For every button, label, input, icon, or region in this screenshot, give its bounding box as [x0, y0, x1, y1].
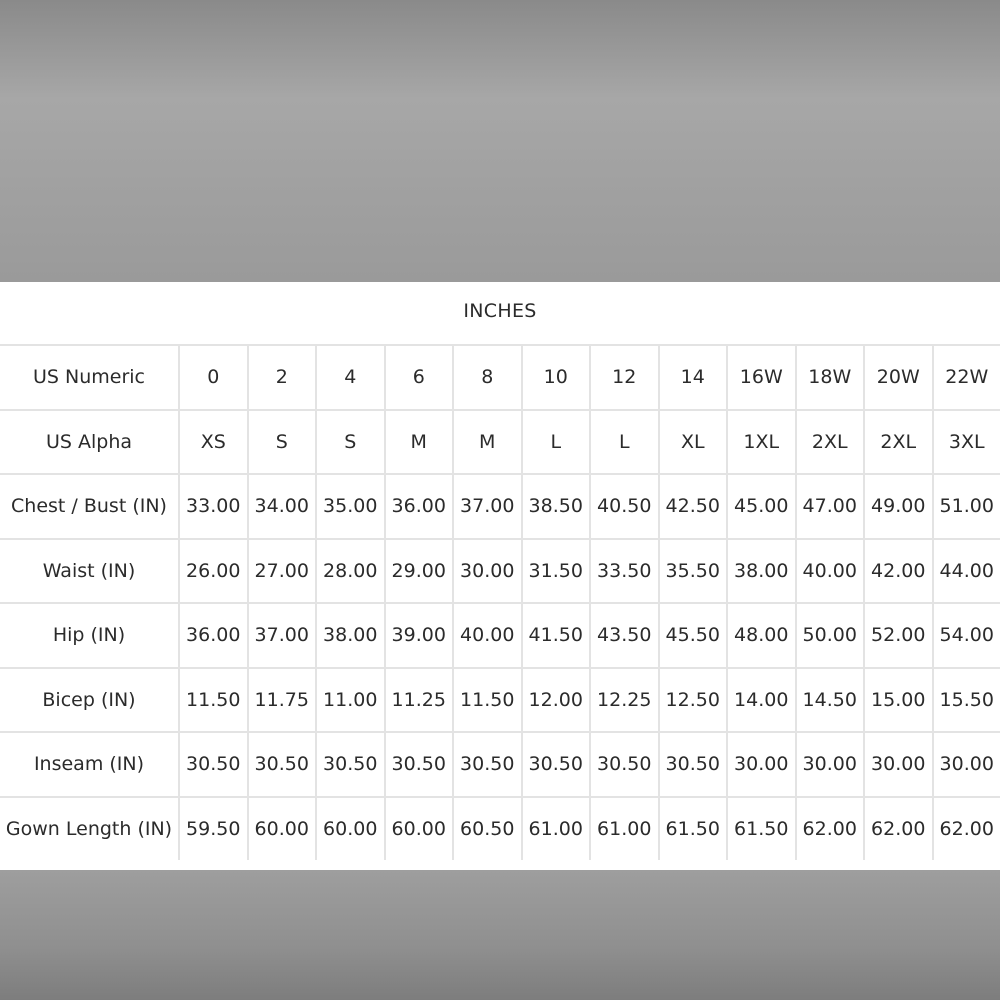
table-cell: 4: [316, 345, 385, 410]
table-cell: 44.00: [933, 539, 1000, 604]
table-cell: 16W: [727, 345, 796, 410]
table-cell: L: [522, 410, 591, 475]
table-cell: 34.00: [248, 474, 317, 539]
table-cell: 42.50: [659, 474, 728, 539]
table-row: [0, 474, 1000, 539]
size-chart-sheet: [0, 282, 1000, 870]
background-top: [0, 0, 1000, 282]
table-cell: 61.50: [659, 797, 728, 861]
table-row: [0, 539, 1000, 604]
size-chart-table: [0, 344, 1000, 860]
table-cell: 26.00: [179, 539, 248, 604]
table-cell: 61.00: [522, 797, 591, 861]
table-cell: 20W: [864, 345, 933, 410]
table-cell: M: [453, 410, 522, 475]
table-cell: 36.00: [385, 474, 454, 539]
table-cell: 30.00: [933, 732, 1000, 797]
table-cell: 12.25: [590, 668, 659, 733]
table-cell: 54.00: [933, 603, 1000, 668]
row-label: US Alpha: [0, 410, 179, 475]
table-cell: 60.00: [316, 797, 385, 861]
table-cell: 6: [385, 345, 454, 410]
table-cell: XL: [659, 410, 728, 475]
table-cell: 38.00: [727, 539, 796, 604]
row-label: Inseam (IN): [0, 732, 179, 797]
table-cell: 35.50: [659, 539, 728, 604]
table-cell: L: [590, 410, 659, 475]
table-cell: 31.50: [522, 539, 591, 604]
table-cell: 50.00: [796, 603, 865, 668]
table-cell: 14: [659, 345, 728, 410]
table-cell: 35.00: [316, 474, 385, 539]
table-cell: 12: [590, 345, 659, 410]
table-cell: 60.50: [453, 797, 522, 861]
table-cell: 30.00: [864, 732, 933, 797]
table-cell: 30.00: [453, 539, 522, 604]
row-label: Gown Length (IN): [0, 797, 179, 861]
background-bottom: [0, 870, 1000, 1000]
table-cell: 3XL: [933, 410, 1000, 475]
table-cell: 28.00: [316, 539, 385, 604]
table-cell: 11.25: [385, 668, 454, 733]
table-cell: S: [248, 410, 317, 475]
table-cell: 33.00: [179, 474, 248, 539]
table-cell: 45.00: [727, 474, 796, 539]
table-row: [0, 345, 1000, 410]
table-cell: 33.50: [590, 539, 659, 604]
table-cell: 15.00: [864, 668, 933, 733]
table-cell: 11.50: [179, 668, 248, 733]
table-cell: 30.50: [522, 732, 591, 797]
table-cell: 30.50: [385, 732, 454, 797]
table-cell: 41.50: [522, 603, 591, 668]
table-cell: 37.00: [248, 603, 317, 668]
table-cell: 11.75: [248, 668, 317, 733]
table-cell: 45.50: [659, 603, 728, 668]
table-cell: 52.00: [864, 603, 933, 668]
table-cell: 12.50: [659, 668, 728, 733]
table-cell: 2: [248, 345, 317, 410]
table-row: [0, 732, 1000, 797]
table-cell: 8: [453, 345, 522, 410]
table-cell: 27.00: [248, 539, 317, 604]
unit-title: INCHES: [463, 300, 537, 322]
table-cell: 59.50: [179, 797, 248, 861]
table-cell: 40.00: [453, 603, 522, 668]
table-cell: 2XL: [864, 410, 933, 475]
table-cell: 61.00: [590, 797, 659, 861]
table-cell: 14.50: [796, 668, 865, 733]
table-row: [0, 797, 1000, 861]
table-cell: 30.50: [453, 732, 522, 797]
table-cell: S: [316, 410, 385, 475]
table-cell: 60.00: [385, 797, 454, 861]
table-cell: 11.00: [316, 668, 385, 733]
table-cell: 47.00: [796, 474, 865, 539]
table-cell: 40.00: [796, 539, 865, 604]
table-cell: 38.50: [522, 474, 591, 539]
table-cell: 30.50: [316, 732, 385, 797]
table-cell: XS: [179, 410, 248, 475]
table-cell: 39.00: [385, 603, 454, 668]
table-row: [0, 603, 1000, 668]
table-cell: 51.00: [933, 474, 1000, 539]
table-cell: 30.50: [179, 732, 248, 797]
table-cell: 2XL: [796, 410, 865, 475]
table-cell: 10: [522, 345, 591, 410]
row-label: Waist (IN): [0, 539, 179, 604]
table-row: [0, 668, 1000, 733]
table-cell: 43.50: [590, 603, 659, 668]
table-cell: 12.00: [522, 668, 591, 733]
table-cell: 37.00: [453, 474, 522, 539]
table-cell: 22W: [933, 345, 1000, 410]
table-cell: 38.00: [316, 603, 385, 668]
row-label: US Numeric: [0, 345, 179, 410]
row-label: Bicep (IN): [0, 668, 179, 733]
table-cell: 62.00: [933, 797, 1000, 861]
table-cell: 49.00: [864, 474, 933, 539]
table-cell: 61.50: [727, 797, 796, 861]
table-cell: 15.50: [933, 668, 1000, 733]
table-cell: 40.50: [590, 474, 659, 539]
table-cell: 30.00: [796, 732, 865, 797]
table-cell: 14.00: [727, 668, 796, 733]
table-cell: 18W: [796, 345, 865, 410]
size-chart-body: [0, 345, 1000, 860]
table-cell: 29.00: [385, 539, 454, 604]
table-cell: 1XL: [727, 410, 796, 475]
table-cell: 36.00: [179, 603, 248, 668]
table-cell: 42.00: [864, 539, 933, 604]
table-cell: M: [385, 410, 454, 475]
table-cell: 48.00: [727, 603, 796, 668]
table-cell: 11.50: [453, 668, 522, 733]
row-label: Chest / Bust (IN): [0, 474, 179, 539]
table-cell: 62.00: [796, 797, 865, 861]
table-cell: 0: [179, 345, 248, 410]
table-cell: 30.50: [659, 732, 728, 797]
table-cell: 30.50: [590, 732, 659, 797]
table-cell: 30.00: [727, 732, 796, 797]
table-cell: 30.50: [248, 732, 317, 797]
table-cell: 62.00: [864, 797, 933, 861]
row-label: Hip (IN): [0, 603, 179, 668]
table-cell: 60.00: [248, 797, 317, 861]
table-row: [0, 410, 1000, 475]
